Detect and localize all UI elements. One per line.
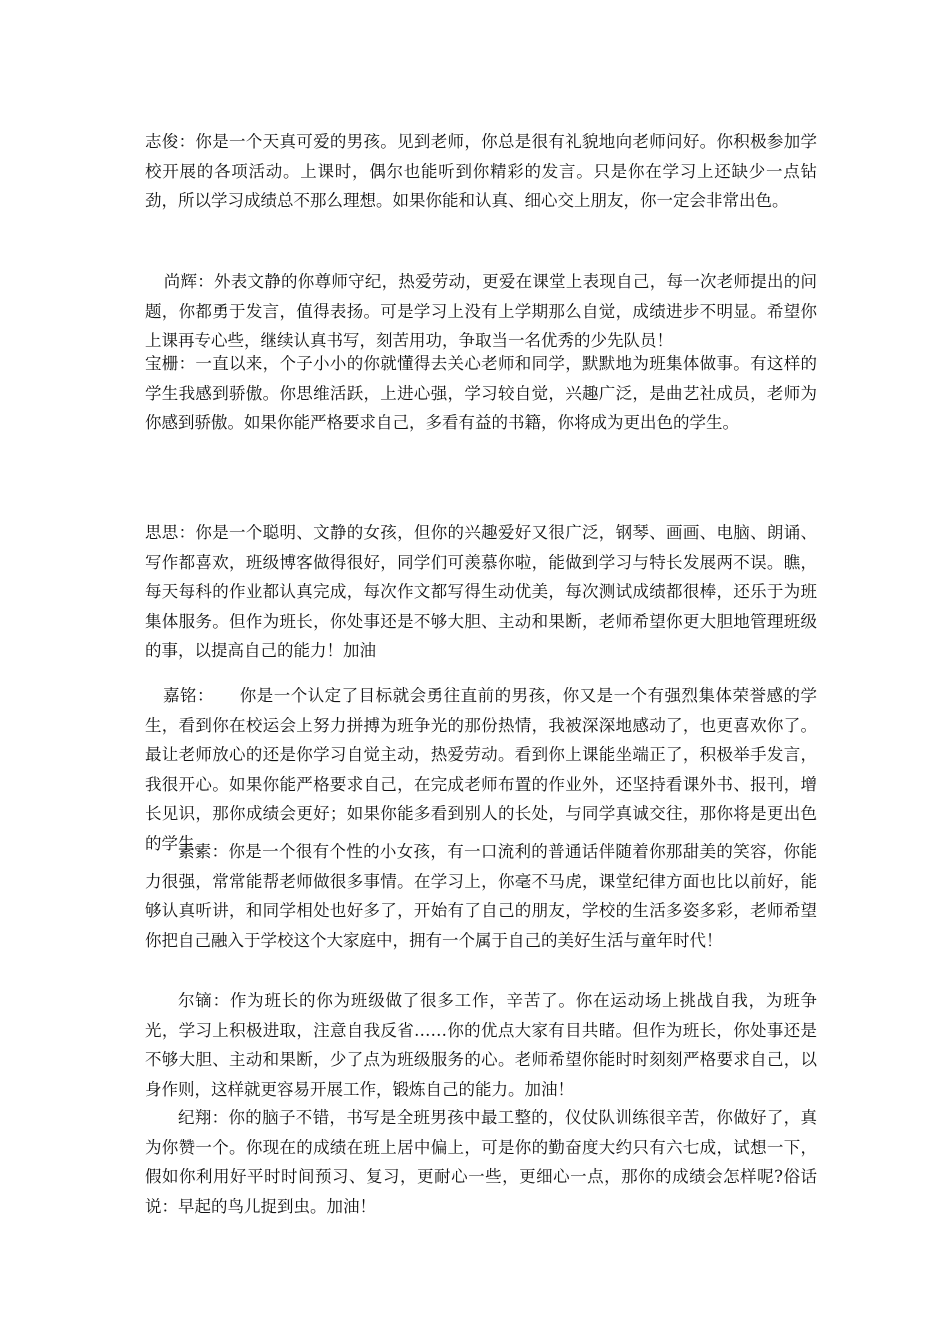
comment-paragraph-susu: 素素：你是一个很有个性的小女孩，有一口流利的普通话伴随着你那甜美的笑容，你能力很强，常常能帮老师做很多事情。在学习上，你毫不马虎，课堂纪律方面也比以前好，能够认真听讲，和同学相处也好多了，开始有了自己的朋友，学校的生活多姿多彩，老师希望你把自己融入于学校这个大家庭中，拥有一个属于自己的美好生活与童年时代！ xyxy=(145,842,817,950)
comment-paragraph-erdi: 尔镝：作为班长的你为班级做了很多工作，辛苦了。你在运动场上挑战自我，为班争光，学习上积极进取，注意自我反省……你的优点大家有目共睹。但作为班长，你处事还是不够大胆、主动和果断，少了点为班级服务的心。老师希望你能时时刻刻严格要求自己，以身作则，这样就更容易开展工作，锻炼自己的能力。加油！ xyxy=(145,991,817,1099)
comment-paragraph-jiaming: 嘉铭： 你是一个认定了目标就会勇往直前的男孩，你又是一个有强烈集体荣誉感的学生，看到你在校运会上努力拼搏为班争光的那份热情，我被深深地感动了，也更喜欢你了。最让老师放心的还是你学习自觉主动，热爱劳动。看到你上课能坐端正了，积极举手发言，我很开心。如果你能严格要求自己，在完成老师布置的作业外，还坚持看课外书、报刊，增长见识，那你成绩会更好；如果你能多看到别人的长处，与同学真诚交往，那你将是更出色的学生。 xyxy=(145,686,817,853)
comment-paragraph-jixiang: 纪翔：你的脑子不错，书写是全班男孩中最工整的，仪仗队训练很辛苦，你做好了，真为你赞一个。你现在的成绩在班上居中偏上，可是你的勤奋度大约只有六七成，试想一下，假如你利用好平时时间预习、复习，更耐心一些，更细心一点，那你的成绩会怎样呢?俗话说：早起的鸟儿捉到虫。加油！ xyxy=(145,1108,817,1216)
comment-paragraph-baoshan: 宝栅：一直以来，个子小小的你就懂得去关心老师和同学，默默地为班集体做事。有这样的学生我感到骄傲。你思维活跃，上进心强，学习较自觉，兴趣广泛，是曲艺社成员，老师为你感到骄傲。如果你能严格要求自己，多看有益的书籍，你将成为更出色的学生。 xyxy=(145,354,817,432)
comment-paragraph-shanghui: 尚辉：外表文静的你尊师守纪，热爱劳动，更爱在课堂上表现自己，每一次老师提出的问题，你都勇于发言，值得表扬。可是学习上没有上学期那么自觉，成绩进步不明显。希望你上课再专心些，继续认真书写，刻苦用功，争取当一名优秀的少先队员！ xyxy=(145,272,817,350)
comment-paragraph-zhijun: 志俊：你是一个天真可爱的男孩。见到老师，你总是很有礼貌地向老师问好。你积极参加学校开展的各项活动。上课时，偶尔也能听到你精彩的发言。只是你在学习上还缺少一点钻劲，所以学习成绩总不那么理想。如果你能和认真、细心交上朋友，你一定会非常出色。 xyxy=(145,132,817,210)
comment-paragraph-sisi: 思思：你是一个聪明、文静的女孩，但你的兴趣爱好又很广泛，钢琴、画画、电脑、朗诵、写作都喜欢，班级博客做得很好，同学们可羡慕你啦，能做到学习与特长发展两不误。瞧，每天每科的作业都认真完成，每次作文都写得生动优美，每次测试成绩都很棒，还乐于为班集体服务。但作为班长，你处事还是不够大胆、主动和果断，老师希望你更大胆地管理班级的事，以提高自己的能力！加油 xyxy=(145,523,817,660)
